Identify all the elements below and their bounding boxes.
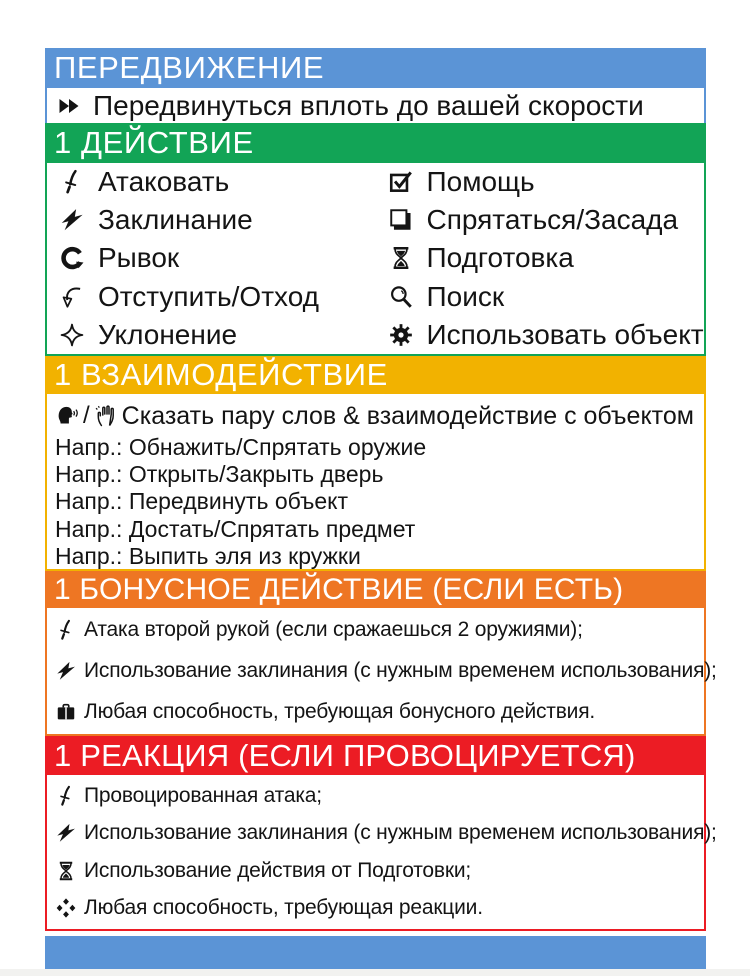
hand-icon — [94, 404, 118, 428]
dagger-icon — [59, 169, 85, 195]
list-item: Использование заклинания (с нужным временем использования); — [55, 651, 717, 692]
fast-forward-icon — [57, 94, 81, 118]
magnifier-icon — [388, 284, 414, 310]
section-header-movement — [45, 48, 706, 88]
interaction-lead-row — [55, 398, 698, 434]
interaction-lead-label: Сказать пару слов & взаимодействие с объектом — [121, 401, 694, 430]
list-item: Провоцированная атака; — [55, 777, 717, 815]
list-item: Спрятаться/Засада — [376, 201, 705, 239]
four-point-star-icon — [59, 322, 85, 348]
section-title: 1 РЕАКЦИЯ (ЕСЛИ ПРОВОЦИРУЕТСЯ) — [54, 737, 636, 773]
list-item: Любая способность, требующая бонусного действия. — [55, 691, 717, 732]
example-line: Напр.: Передвинуть объект — [55, 488, 349, 515]
footer-color-bar — [45, 936, 706, 973]
section-title: 1 ВЗАИМОДЕЙСТВИЕ — [54, 357, 388, 392]
briefcase-icon — [55, 701, 77, 723]
card-body — [45, 48, 717, 931]
list-item: Помощь — [376, 163, 705, 201]
dash-circular-arrow-icon — [59, 245, 85, 271]
reaction-section — [45, 775, 717, 931]
section-header-action — [45, 123, 706, 163]
example-line: Напр.: Достать/Спрятать предмет — [55, 515, 416, 542]
list-item: Использовать объект — [376, 316, 705, 354]
example-line: Напр.: Открыть/Закрыть дверь — [55, 461, 384, 488]
list-item: Поиск — [376, 278, 705, 316]
list-item: Заклинание — [47, 201, 376, 239]
bonus-action-section — [45, 608, 717, 736]
list-item: Рывок — [47, 239, 376, 277]
lightning-bolt-icon — [55, 822, 77, 844]
list-item: Отступить/Отход — [47, 278, 376, 316]
section-header-reaction — [45, 736, 706, 775]
separator: / — [83, 402, 90, 429]
speaking-head-icon — [55, 404, 79, 428]
section-title: ПЕРЕДВИЖЕНИЕ — [54, 50, 325, 85]
section-header-bonus-action — [45, 571, 706, 608]
dagger-icon — [55, 785, 77, 807]
gear-icon — [388, 322, 414, 348]
movement-label: Передвинуться вплоть до вашей скорости — [93, 89, 644, 121]
lightning-bolt-icon — [59, 207, 85, 233]
example-line: Напр.: Выпить эля из кружки — [55, 542, 361, 569]
four-diamonds-icon — [55, 897, 77, 919]
retreat-arrow-icon — [59, 284, 85, 310]
section-title: 1 БОНУСНОЕ ДЕЙСТВИЕ (ЕСЛИ ЕСТЬ) — [54, 572, 624, 606]
movement-row — [45, 88, 706, 123]
dagger-icon — [55, 619, 77, 641]
hourglass-icon — [55, 860, 77, 882]
section-header-interaction — [45, 356, 706, 394]
action-list — [45, 163, 706, 356]
list-item: Использование заклинания (с нужным временем использования); — [55, 815, 717, 853]
shadowed-square-icon — [388, 207, 414, 233]
hourglass-icon — [388, 245, 414, 271]
list-item: Подготовка — [376, 239, 705, 277]
list-item: Атаковать — [47, 163, 376, 201]
example-line: Напр.: Обнажить/Спрятать оружие — [55, 434, 427, 460]
lightning-bolt-icon — [55, 660, 77, 682]
page-bottom-strip — [0, 969, 750, 976]
list-item: Атака второй рукой (если сражаешься 2 оружиями); — [55, 610, 717, 651]
list-item: Использование действия от Подготовки; — [55, 852, 717, 890]
list-item: Уклонение — [47, 316, 376, 354]
checkbox-checked-icon — [388, 169, 414, 195]
list-item: Любая способность, требующая реакции. — [55, 890, 717, 928]
interaction-section — [45, 394, 706, 571]
section-title: 1 ДЕЙСТВИЕ — [54, 125, 254, 160]
